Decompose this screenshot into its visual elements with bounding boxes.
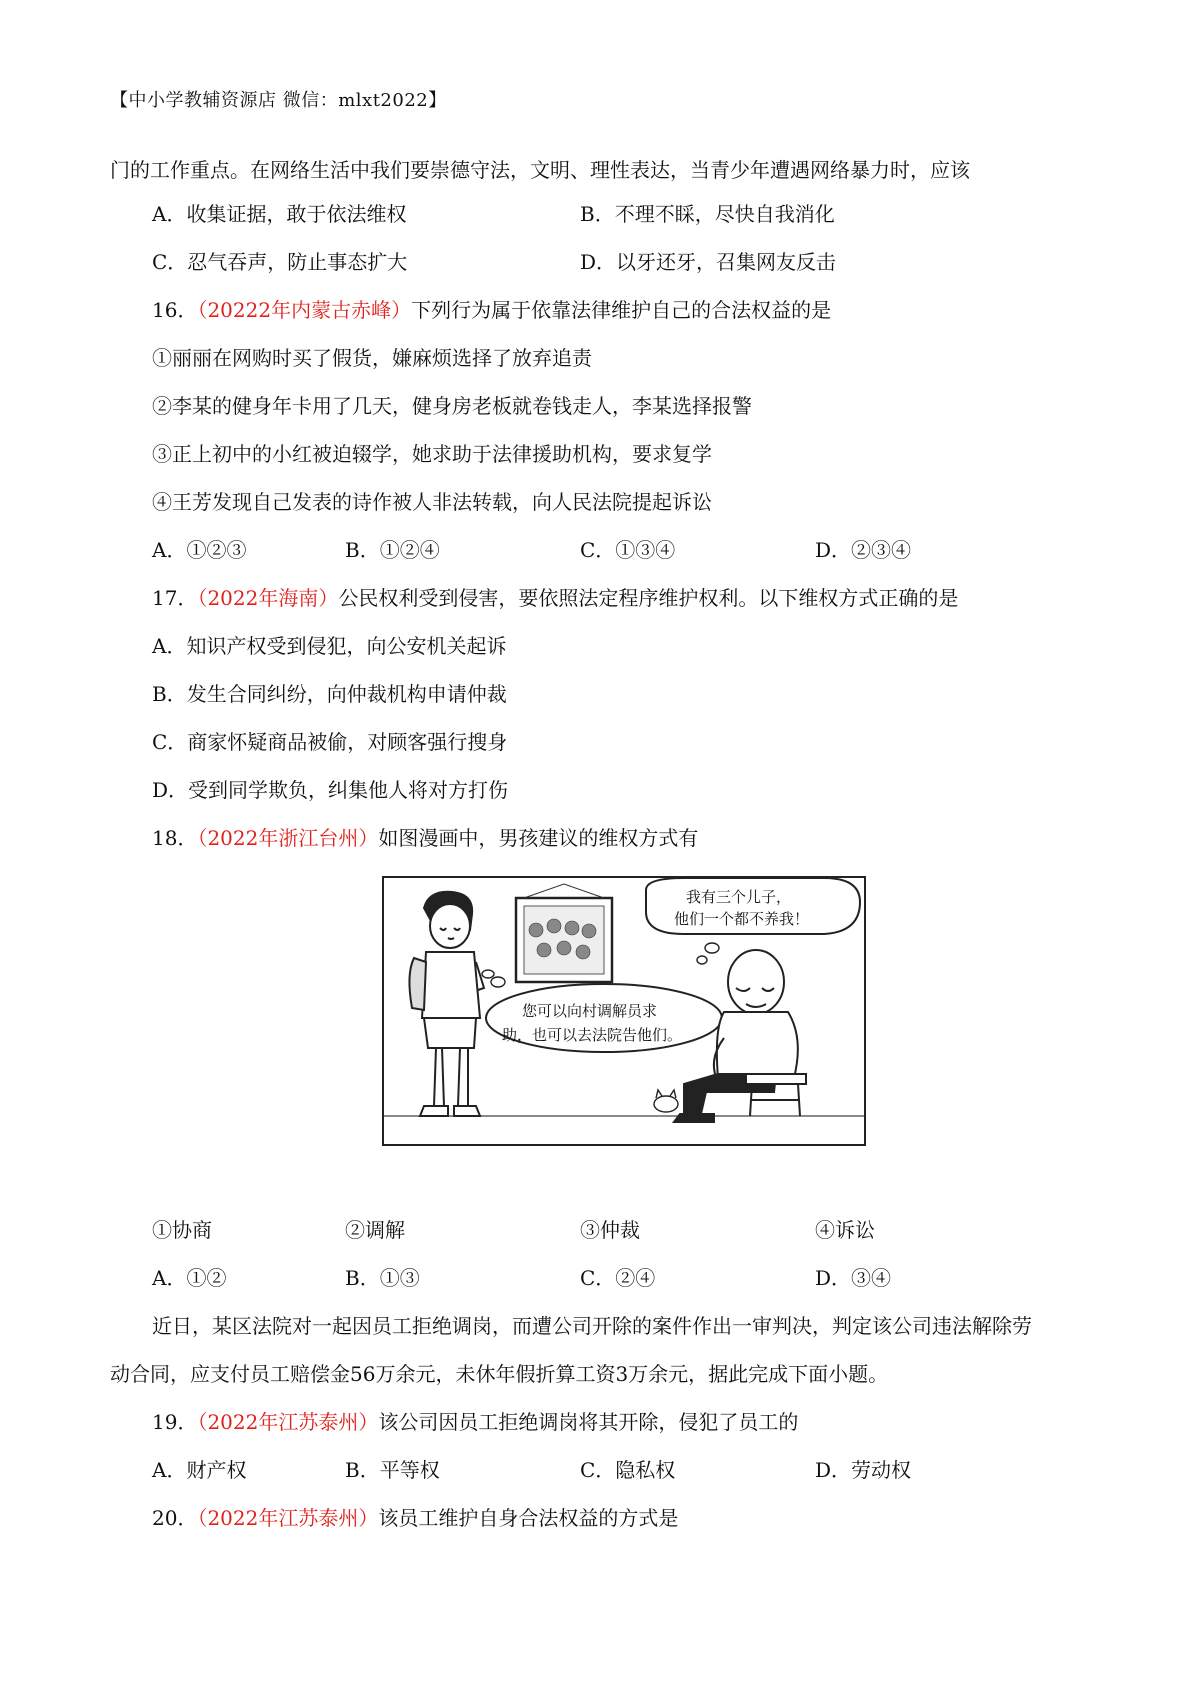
- q18-item-2: ②调解: [345, 1218, 405, 1242]
- page-header: 【中小学教辅资源店 微信：mlxt2022】: [110, 90, 447, 111]
- old-man-bubble-line1: 我有三个儿子，: [686, 888, 792, 906]
- q15-option-d: D．以牙还牙，召集网友反击: [580, 250, 837, 274]
- boy-figure: [409, 892, 484, 1116]
- cat-figure: [654, 1090, 678, 1112]
- q19-option-a: A．财产权: [152, 1458, 247, 1482]
- q16-item-4: ④王芳发现自己发表的诗作被人非法转载，向人民法院提起诉讼: [152, 490, 712, 514]
- q17-option-b: B．发生合同纠纷，向仲裁机构申请仲裁: [152, 682, 507, 706]
- q17-stem: [152, 584, 958, 612]
- passage-line-1: 近日，某区法院对一起因员工拒绝调岗，而遭公司开除的案件作出一审判决，判定该公司违法解除劳: [152, 1314, 1032, 1338]
- q16-option-d: D．②③④: [815, 538, 912, 562]
- q17-stem-text: 公民权利受到侵害，要依照法定程序维护权利。以下维权方式正确的是: [338, 586, 959, 610]
- q18-stem-text: 如图漫画中，男孩建议的维权方式有: [378, 826, 699, 850]
- q16-number: 16．: [152, 298, 198, 322]
- q16-item-3: ③正上初中的小红被迫辍学，她求助于法律援助机构，要求复学: [152, 442, 712, 466]
- q17-number: 17．: [152, 586, 198, 610]
- old-man-bubble-dots: [697, 943, 719, 964]
- q19-option-c: C．隐私权: [580, 1458, 676, 1482]
- q20-number: 20．: [152, 1506, 198, 1530]
- q19-number: 19．: [152, 1410, 198, 1434]
- q16-stem-text: 下列行为属于依靠法律维护自己的合法权益的是: [411, 298, 832, 322]
- boy-bubble-line2: 助，也可以去法院告他们。: [502, 1026, 683, 1044]
- q16-source: （20222年内蒙古赤峰）: [197, 298, 412, 322]
- q18-item-4: ④诉讼: [815, 1218, 875, 1242]
- q18-number: 18．: [152, 826, 198, 850]
- q19-source: （2022年江苏泰州）: [197, 1410, 379, 1434]
- q16-option-a: A．①②③: [152, 538, 247, 562]
- q16-option-b: B．①②④: [345, 538, 440, 562]
- old-man-bubble-line2: 他们一个都不养我！: [674, 910, 810, 928]
- q20-source: （2022年江苏泰州）: [197, 1506, 379, 1530]
- q18-option-a: A．①②: [152, 1266, 227, 1290]
- q16-option-c: C．①③④: [580, 538, 676, 562]
- comic-illustration: [382, 876, 866, 1146]
- q18-option-c: C．②④: [580, 1266, 656, 1290]
- q15-option-b: B．不理不睬，尽快自我消化: [580, 202, 835, 226]
- q20-stem: [152, 1504, 678, 1532]
- q18-source: （2022年浙江台州）: [197, 826, 379, 850]
- comic-drawing: [384, 878, 864, 1144]
- q16-item-1: ①丽丽在网购时买了假货，嫌麻烦选择了放弃追责: [152, 346, 592, 370]
- boy-bubble-line1: 您可以向村调解员求: [522, 1002, 658, 1020]
- q18-option-d: D．③④: [815, 1266, 892, 1290]
- q17-option-a: A．知识产权受到侵犯，向公安机关起诉: [152, 634, 507, 658]
- boy-bubble-dots: [482, 970, 505, 987]
- q17-option-d: D．受到同学欺负，纠集他人将对方打伤: [152, 778, 509, 802]
- q16-stem: [152, 296, 831, 324]
- q15-option-a: A．收集证据，敢于依法维权: [152, 202, 407, 226]
- q15-stem-tail: 门的工作重点。在网络生活中我们要崇德守法，文明、理性表达，当青少年遭遇网络暴力时，应该: [110, 158, 970, 182]
- q18-stem: [152, 824, 698, 852]
- q18-option-b: B．①③: [345, 1266, 420, 1290]
- q19-option-b: B．平等权: [345, 1458, 440, 1482]
- q19-option-d: D．劳动权: [815, 1458, 912, 1482]
- q15-option-c: C．忍气吞声，防止事态扩大: [152, 250, 408, 274]
- q17-source: （2022年海南）: [197, 586, 339, 610]
- q18-item-1: ①协商: [152, 1218, 212, 1242]
- q16-item-2: ②李某的健身年卡用了几天，健身房老板就卷钱走人，李某选择报警: [152, 394, 752, 418]
- wall-picture: [516, 884, 612, 982]
- q20-stem-text: 该员工维护自身合法权益的方式是: [378, 1506, 679, 1530]
- passage-line-2: 动合同，应支付员工赔偿金56万余元，未休年假折算工资3万余元，据此完成下面小题。: [110, 1362, 889, 1386]
- q18-item-3: ③仲裁: [580, 1218, 640, 1242]
- q19-stem: [152, 1408, 798, 1436]
- q19-stem-text: 该公司因员工拒绝调岗将其开除，侵犯了员工的: [378, 1410, 799, 1434]
- q17-option-c: C．商家怀疑商品被偷，对顾客强行搜身: [152, 730, 508, 754]
